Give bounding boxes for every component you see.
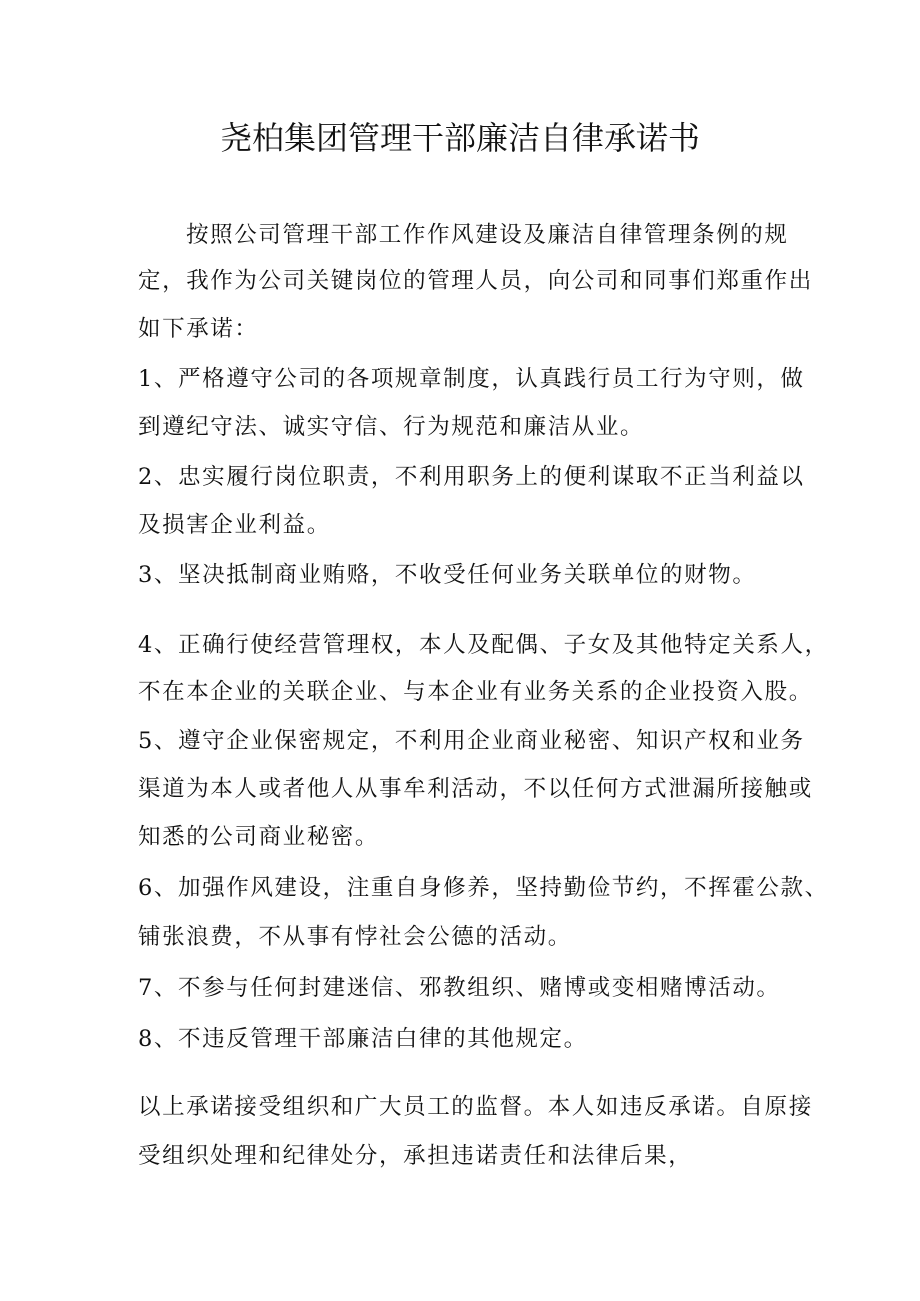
document-title: 尧柏集团管理干部廉洁自律承诺书 (219, 119, 700, 157)
closing-line-2: 受组织处理和纪律处分，承担违诺责任和法律后果， (138, 1143, 693, 1169)
item-1-line-2: 到遵纪守法、诚实守信、行为规范和廉洁从业。 (138, 414, 645, 440)
item-4-line-2: 不在本企业的关联企业、与本企业有业务关系的企业投资入股。 (138, 679, 813, 705)
item-2-line-1: 2、忠实履行岗位职责，不利用职务上的便利谋取不正当利益以 (138, 464, 805, 490)
item-5-line-3: 知悉的公司商业秘密。 (138, 824, 380, 850)
item-5-line-2: 渠道为本人或者他人从事牟利活动，不以任何方式泄漏所接触或 (138, 776, 813, 802)
item-2-line-2: 及损害企业利益。 (138, 512, 331, 538)
item-8-line-1: 8、不违反管理干部廉洁白律的其他规定。 (138, 1026, 588, 1052)
intro-line-3: 如下承诺： (138, 316, 259, 342)
item-1-line-1: 1、严格遵守公司的各项规章制度，认真践行员工行为守则，做 (138, 366, 805, 392)
item-6-line-2: 铺张浪费，不从事有悖社会公德的活动。 (138, 924, 572, 950)
item-4-line-1: 4、正确行使经营管理权，本人及配偶、子女及其他特定关系人， (138, 632, 829, 658)
item-5-line-1: 5、遵守企业保密规定，不利用企业商业秘密、知识产权和业务 (138, 728, 805, 754)
item-7-line-1: 7、不参与任何封建迷信、邪教组织、赌博或变相赌博活动。 (138, 975, 781, 1001)
intro-line-2: 定，我作为公司关键岗位的管理人员，向公司和同事们郑重作出 (138, 268, 813, 294)
closing-line-1: 以上承诺接受组织和广大员工的监督。本人如违反承诺。自原接 (138, 1094, 813, 1120)
item-3-line-1: 3、坚决抵制商业贿赂，不收受任何业务关联单位的财物。 (138, 562, 757, 588)
item-6-line-1: 6、加强作风建设，注重自身修养，坚持勤俭节约，不挥霍公款、 (138, 875, 829, 901)
intro-line-1: 按照公司管理干部工作作风建设及廉洁自律管理条例的规 (186, 222, 789, 248)
